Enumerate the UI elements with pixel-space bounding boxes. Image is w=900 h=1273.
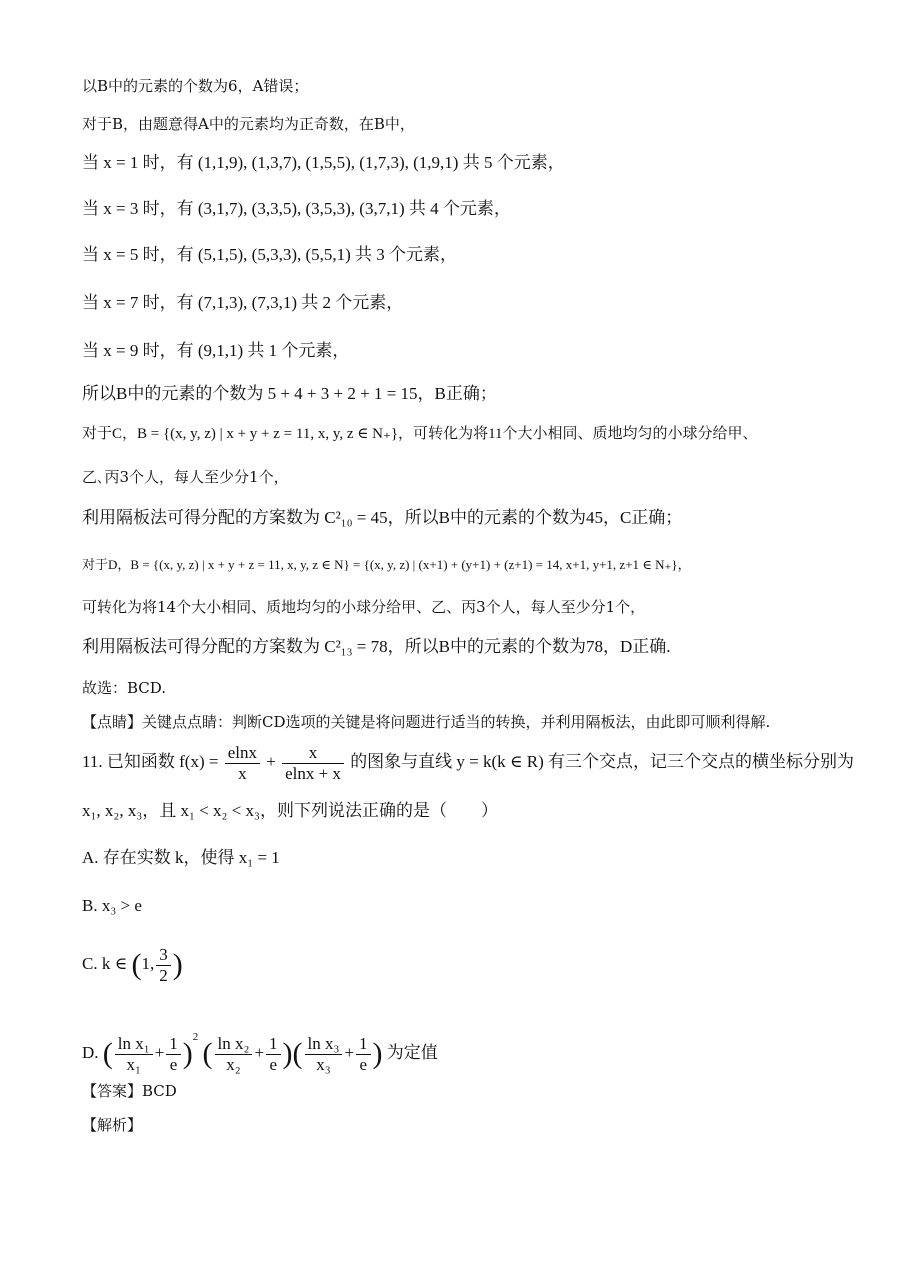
left-paren: (: [131, 948, 142, 982]
option-c-left: 1,: [141, 954, 155, 973]
left-paren: (: [102, 1037, 113, 1071]
denominator: e: [359, 1054, 368, 1074]
text-line: 乙､丙3个人，每人至少分1个，: [82, 468, 289, 486]
text-line: 当 x = 3 时，有 (3,1,7), (3,3,5), (3,5,3), (3,7,1) 共 4 个元素，: [82, 199, 511, 218]
answer: 【答案】BCD: [82, 1082, 177, 1100]
fraction: [266, 1034, 281, 1075]
numerator: ln x₃: [305, 1034, 343, 1055]
right-paren: ): [372, 1037, 383, 1071]
text-line: 故选：BCD.: [82, 679, 167, 697]
q11-prefix: 11. 已知函数 f(x) =: [82, 752, 219, 771]
text-line: 当 x = 1 时，有 (1,1,9), (1,3,7), (1,5,5), (1,7,3), (1,9,1) 共 5 个元素，: [82, 153, 565, 172]
option-c-prefix: C. k ∈: [82, 954, 128, 973]
text-line: 【点睛】关键点点睛：判断CD选项的关键是将问题进行适当的转换，并利用隔板法，由此即可顺利得解.: [82, 713, 771, 731]
fraction: [282, 743, 344, 784]
denominator: x: [238, 763, 247, 783]
denominator: e: [169, 1054, 178, 1074]
text-line: 可转化为将14个大小相同、质地均匀的小球分给甲、乙、丙3个人，每人至少分1个，: [82, 598, 646, 616]
option-d-suffix: 为定值: [386, 1043, 438, 1062]
text-line: x₁, x₂, x₃，且 x₁ < x₂ < x₃，则下列说法正确的是（ ）: [82, 801, 498, 820]
plus: +: [266, 752, 276, 771]
right-paren: ): [182, 1037, 193, 1071]
right-paren: ): [172, 948, 183, 982]
numerator: ln x₁: [115, 1034, 153, 1055]
numerator: 1: [166, 1034, 181, 1055]
fraction: [225, 743, 260, 784]
numerator: 1: [266, 1034, 281, 1055]
text-line: 以B中的元素的个数为6，A错误；: [82, 77, 309, 95]
left-paren: (: [202, 1037, 213, 1071]
q11-suffix: 的图象与直线 y = k(k ∈ R) 有三个交点，记三个交点的横坐标分别为: [350, 752, 855, 771]
numerator: ln x₂: [215, 1034, 253, 1055]
option-d: D. ( $\frac{\text{ln x₁}}{\text{x₁}}$ + $\frac{1}{e}$ )$^2$ ( $\frac{\text{ln x₂}}{\text{x₂}}$ + $\frac{1}{e}$ )( $\frac{\text{ln x₃}}{\text{x₃}}$ + $\frac{1}{e}$ ) 为定值: [82, 1031, 438, 1074]
text-line: 对于C，B = {(x, y, z) | x + y + z = 11, x, y, z ∈ N₊}，可转化为将11个大小相同、质地均匀的小球分给甲、: [82, 426, 758, 442]
denominator: 2: [159, 965, 168, 985]
text-line: 当 x = 7 时，有 (7,1,3), (7,3,1) 共 2 个元素，: [82, 293, 404, 312]
option-a: A. 存在实数 k，使得 x₁ = 1: [82, 848, 280, 867]
option-b: B. x₃ > e: [82, 896, 142, 915]
right-paren: ): [282, 1037, 293, 1071]
fraction: [156, 945, 171, 986]
text-line: 对于D，B = {(x, y, z) | x + y + z = 11, x, y, z ∈ N} = {(x, y, z) | (x+1) + (y+1) + (z+1) = 14, x+1, y+1, z+1 ∈ N₊}，: [82, 557, 691, 572]
option-c: [82, 940, 183, 989]
text-line: 利用隔板法可得分配的方案数为 C²₁₀ = 45，所以B中的元素的个数为45，C正确；: [82, 508, 683, 527]
denominator: elnx + x: [285, 763, 341, 783]
text-line: 对于B，由题意得A中的元素均为正奇数，在B中，: [82, 115, 415, 133]
fraction: [215, 1034, 253, 1075]
analysis: 【解析】: [82, 1116, 143, 1134]
denominator: x₃: [316, 1054, 331, 1074]
option-d-prefix: D.: [82, 1043, 99, 1062]
denominator: e: [269, 1054, 278, 1074]
fraction: [115, 1034, 153, 1075]
numerator: elnx: [225, 743, 260, 764]
text-line: 当 x = 5 时，有 (5,1,5), (5,3,3), (5,5,1) 共 3 个元素，: [82, 245, 458, 264]
numerator: 3: [156, 945, 171, 966]
denominator: x₂: [226, 1054, 241, 1074]
numerator: 1: [356, 1034, 371, 1055]
text-line: 利用隔板法可得分配的方案数为 C²₁₃ = 78，所以B中的元素的个数为78，D正确.: [82, 637, 671, 656]
question-11: [82, 740, 854, 784]
text-line: 所以B中的元素的个数为 5 + 4 + 3 + 2 + 1 = 15，B正确；: [82, 384, 497, 403]
fraction: [166, 1034, 181, 1075]
text-line: 当 x = 9 时，有 (9,1,1) 共 1 个元素，: [82, 341, 350, 360]
fraction: [305, 1034, 343, 1075]
fraction: [356, 1034, 371, 1075]
exponent: 2: [192, 1031, 199, 1043]
left-paren: (: [292, 1037, 303, 1071]
denominator: x₁: [126, 1054, 141, 1074]
numerator: x: [282, 743, 344, 764]
